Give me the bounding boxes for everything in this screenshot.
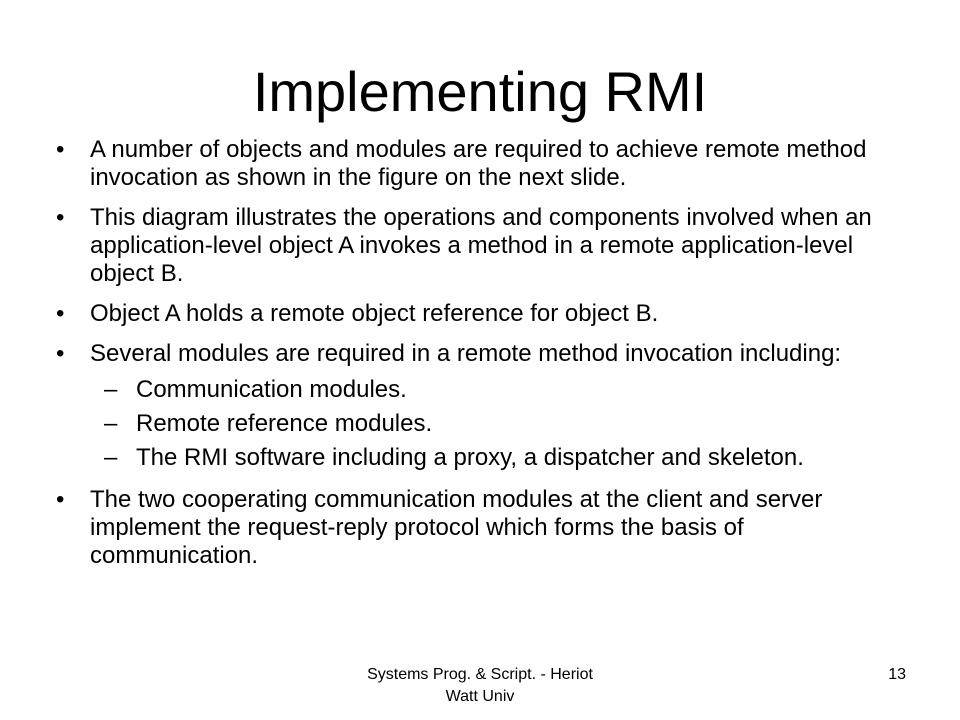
- sub-bullet-text: Remote reference modules.: [136, 410, 433, 437]
- bullet-marker: •: [56, 486, 65, 513]
- bullet-text: This diagram illustrates the operations and components involved when an application-level object A invokes a method in a remote application-level object B.: [90, 204, 872, 287]
- bullet-text: A number of objects and modules are required to achieve remote method invocation as shown in the figure on the next slide.: [90, 136, 867, 191]
- bullet-marker: •: [56, 300, 65, 327]
- bullet-item: [56, 204, 916, 288]
- bullet-text: Object A holds a remote object reference for object B.: [90, 300, 659, 327]
- footer-caption-line: Watt Univ: [445, 688, 515, 705]
- sub-bullet-marker: –: [104, 444, 118, 471]
- sub-bullet-text: The RMI software including a proxy, a dispatcher and skeleton.: [136, 444, 804, 471]
- slide-title: Implementing RMI: [252, 60, 708, 123]
- bullet-item: [56, 300, 916, 328]
- slide-body: [56, 136, 916, 582]
- bullet-text: Several modules are required in a remote method invocation including:: [90, 340, 842, 367]
- sub-bullet-item: [104, 444, 916, 472]
- sub-bullet-marker: –: [104, 376, 118, 403]
- bullet-item: [56, 340, 916, 368]
- footer-caption: [330, 664, 630, 708]
- sub-bullet-marker: –: [104, 410, 118, 437]
- bullet-marker: •: [56, 204, 65, 231]
- bullet-text: The two cooperating communication modules at the client and server implement the request-reply protocol which forms the basis of communication.: [90, 486, 823, 569]
- footer-caption-line: Systems Prog. & Script. - Heriot: [367, 666, 593, 683]
- sub-bullet-item: [104, 410, 916, 438]
- bullet-marker: •: [56, 136, 65, 163]
- sub-bullet-item: [104, 376, 916, 404]
- sub-bullet-list: [56, 376, 916, 472]
- bullet-item: [56, 486, 916, 570]
- slide-footer: [0, 664, 960, 720]
- bullet-item: [56, 136, 916, 192]
- bullet-marker: •: [56, 340, 65, 367]
- page-number: 13: [888, 666, 906, 683]
- sub-bullet-text: Communication modules.: [136, 376, 407, 403]
